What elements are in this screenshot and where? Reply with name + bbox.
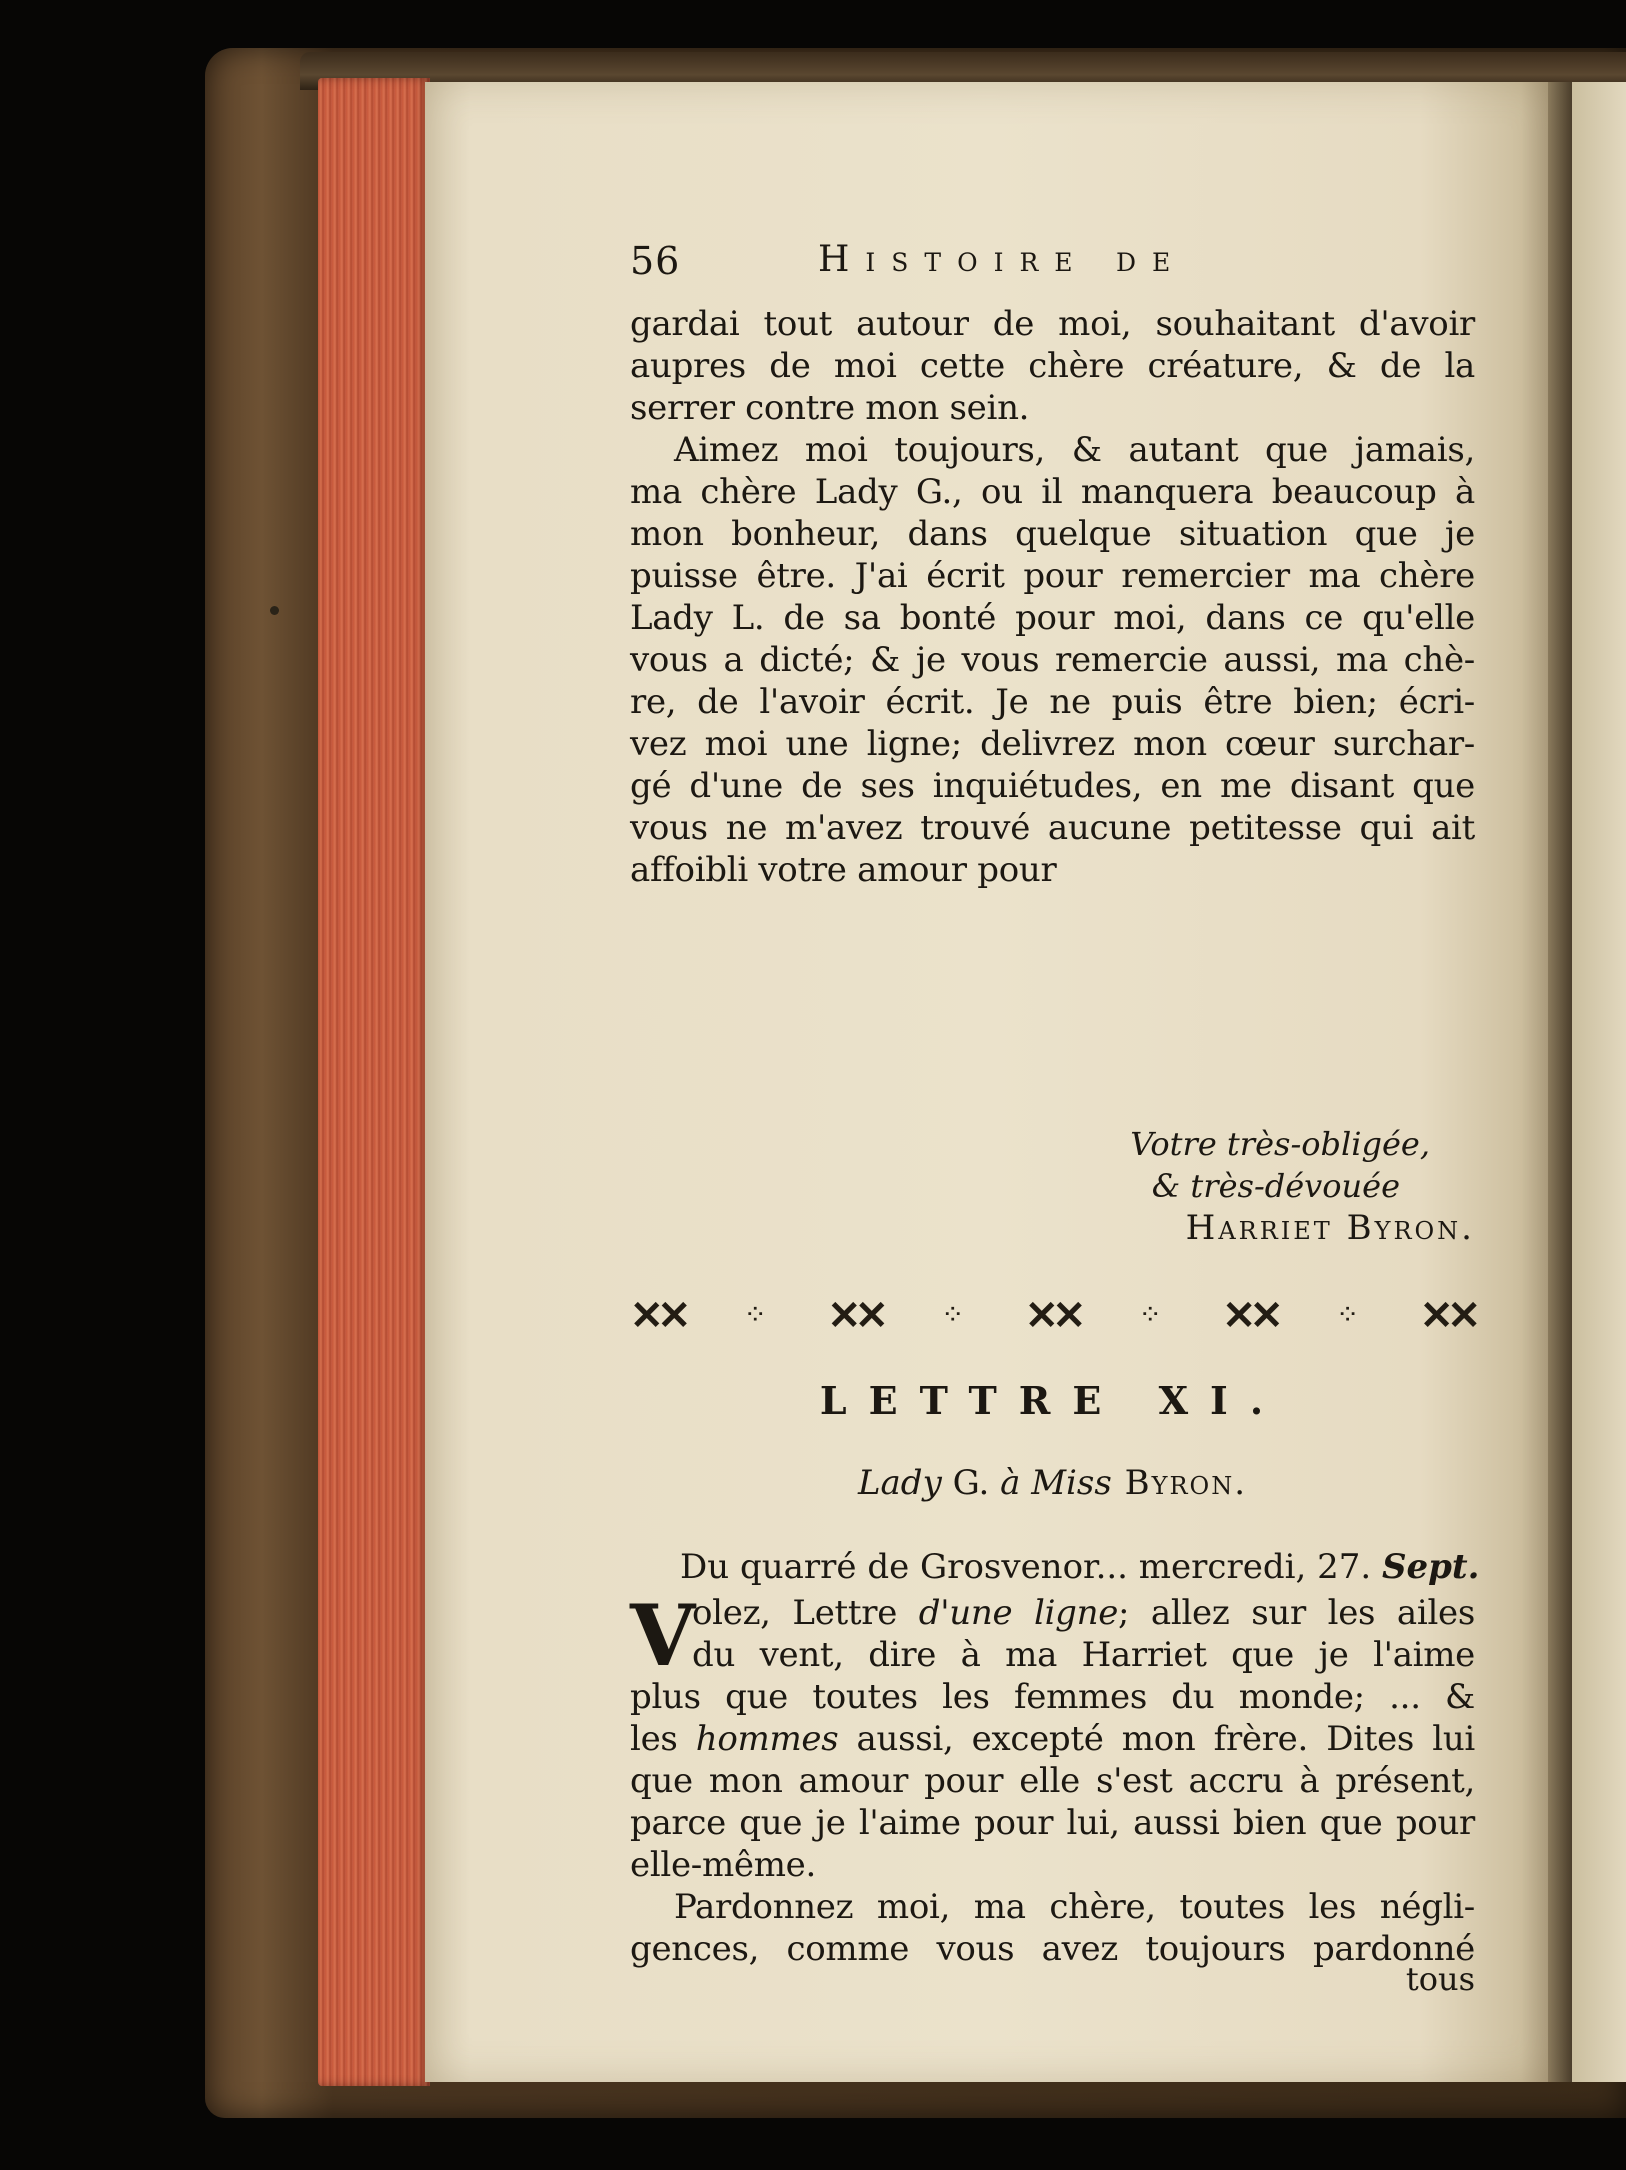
signature-closing: & très-dévouée bbox=[1151, 1167, 1400, 1205]
ornament-fleuron-icon: ✕✕ bbox=[827, 1291, 883, 1339]
text-line: serrer contre mon sein. bbox=[630, 388, 1030, 428]
text-line: gences, comme vous avez toujours pardonné bbox=[630, 1929, 1475, 1969]
ornament-fleuron-icon: ✕✕ bbox=[1419, 1291, 1475, 1339]
text-run: ; allez sur les ailes bbox=[1118, 1593, 1475, 1633]
ornament-dots-icon: ⁘ bbox=[1138, 1298, 1164, 1331]
signature-closing: Votre très-obligée, bbox=[1130, 1125, 1430, 1163]
text-run-italic: d'une ligne bbox=[918, 1593, 1119, 1633]
text-line bbox=[630, 1718, 1475, 1760]
text-line: gé d'une de ses inquiétudes, en me disant que bbox=[630, 766, 1475, 806]
ornament-dots-icon: ⁘ bbox=[1335, 1298, 1362, 1331]
text-line: vous a dicté; & je vous remercie aussi, ma chè- bbox=[630, 640, 1475, 680]
letter-dateline bbox=[680, 1547, 1480, 1587]
text-line: puisse être. J'ai écrit pour remercier ma chère bbox=[630, 556, 1475, 596]
ink-spot bbox=[270, 606, 279, 615]
ornament-fleuron-icon: ✕✕ bbox=[1024, 1291, 1080, 1339]
signature-block bbox=[630, 1123, 1475, 1249]
text-line: parce que je l'aime pour lui, aussi bien que pour bbox=[630, 1803, 1475, 1843]
letter-address bbox=[630, 1463, 1475, 1503]
ornament-dots-icon: ⁘ bbox=[743, 1298, 769, 1331]
ornament-divider bbox=[630, 1287, 1475, 1343]
text-line: elle-même. bbox=[630, 1845, 817, 1885]
catchword: tous bbox=[1405, 1960, 1475, 1998]
text-line bbox=[630, 1592, 1475, 1634]
letter-x-body bbox=[630, 303, 1475, 891]
address-part: G. bbox=[941, 1463, 1001, 1503]
text-line: re, de l'avoir écrit. Je ne puis être bien; écri- bbox=[630, 682, 1475, 722]
ornament-dots-icon: ⁘ bbox=[940, 1298, 967, 1331]
dateline-text: Du quarré de Grosvenor... mercredi, 27. bbox=[680, 1547, 1382, 1587]
text-line: aupres de moi cette chère créature, & de la bbox=[630, 346, 1475, 386]
text-line: vez moi une ligne; delivrez mon cœur surchar- bbox=[630, 724, 1475, 764]
text-line: Pardonnez moi, ma chère, toutes les négli- bbox=[674, 1887, 1475, 1927]
text-line: vous ne m'avez trouvé aucune petitesse qui ait bbox=[630, 808, 1475, 848]
text-run-italic: hommes bbox=[695, 1719, 839, 1759]
running-head bbox=[630, 235, 1475, 285]
address-part: à Miss bbox=[1000, 1463, 1112, 1503]
text-line: Aimez moi toujours, & autant que jamais, bbox=[674, 430, 1475, 470]
dateline-month: Sept. bbox=[1381, 1547, 1480, 1587]
ornament-fleuron-icon: ✕✕ bbox=[1222, 1291, 1278, 1339]
letter-xi-body bbox=[630, 1586, 1475, 1970]
text-line: Lady L. de sa bonté pour moi, dans ce qu'elle bbox=[630, 598, 1475, 638]
address-part: Lady bbox=[857, 1463, 942, 1503]
text-line: ma chère Lady G., ou il manquera beaucoup à bbox=[630, 472, 1475, 512]
text-run: olez, Lettre bbox=[692, 1593, 919, 1633]
text-line: du vent, dire à ma Harriet que je l'aime bbox=[692, 1635, 1475, 1675]
text-line: gardai tout autour de moi, souhaitant d'avoir bbox=[630, 304, 1475, 344]
text-line: plus que toutes les femmes du monde; ... & bbox=[630, 1677, 1475, 1717]
address-part: Byron. bbox=[1111, 1463, 1248, 1503]
text-run: les bbox=[630, 1719, 696, 1759]
facing-page-edge bbox=[1572, 82, 1626, 2082]
running-title: Histoire de bbox=[818, 239, 1187, 280]
drop-cap: V bbox=[630, 1586, 696, 1685]
text-line: mon bonheur, dans quelque situation que je bbox=[630, 514, 1475, 554]
page-number: 56 bbox=[630, 239, 681, 283]
page-edges-red bbox=[318, 78, 430, 2086]
text-line: que mon amour pour elle s'est accru à présent, bbox=[630, 1761, 1475, 1801]
ornament-fleuron-icon: ✕✕ bbox=[630, 1291, 686, 1339]
letter-heading: LETTRE XI. bbox=[819, 1378, 1286, 1423]
text-run: aussi, excepté mon frère. Dites lui bbox=[838, 1719, 1475, 1759]
signature-name: Harriet Byron. bbox=[1185, 1208, 1475, 1248]
text-line: affoibli votre amour pour bbox=[630, 850, 1057, 890]
